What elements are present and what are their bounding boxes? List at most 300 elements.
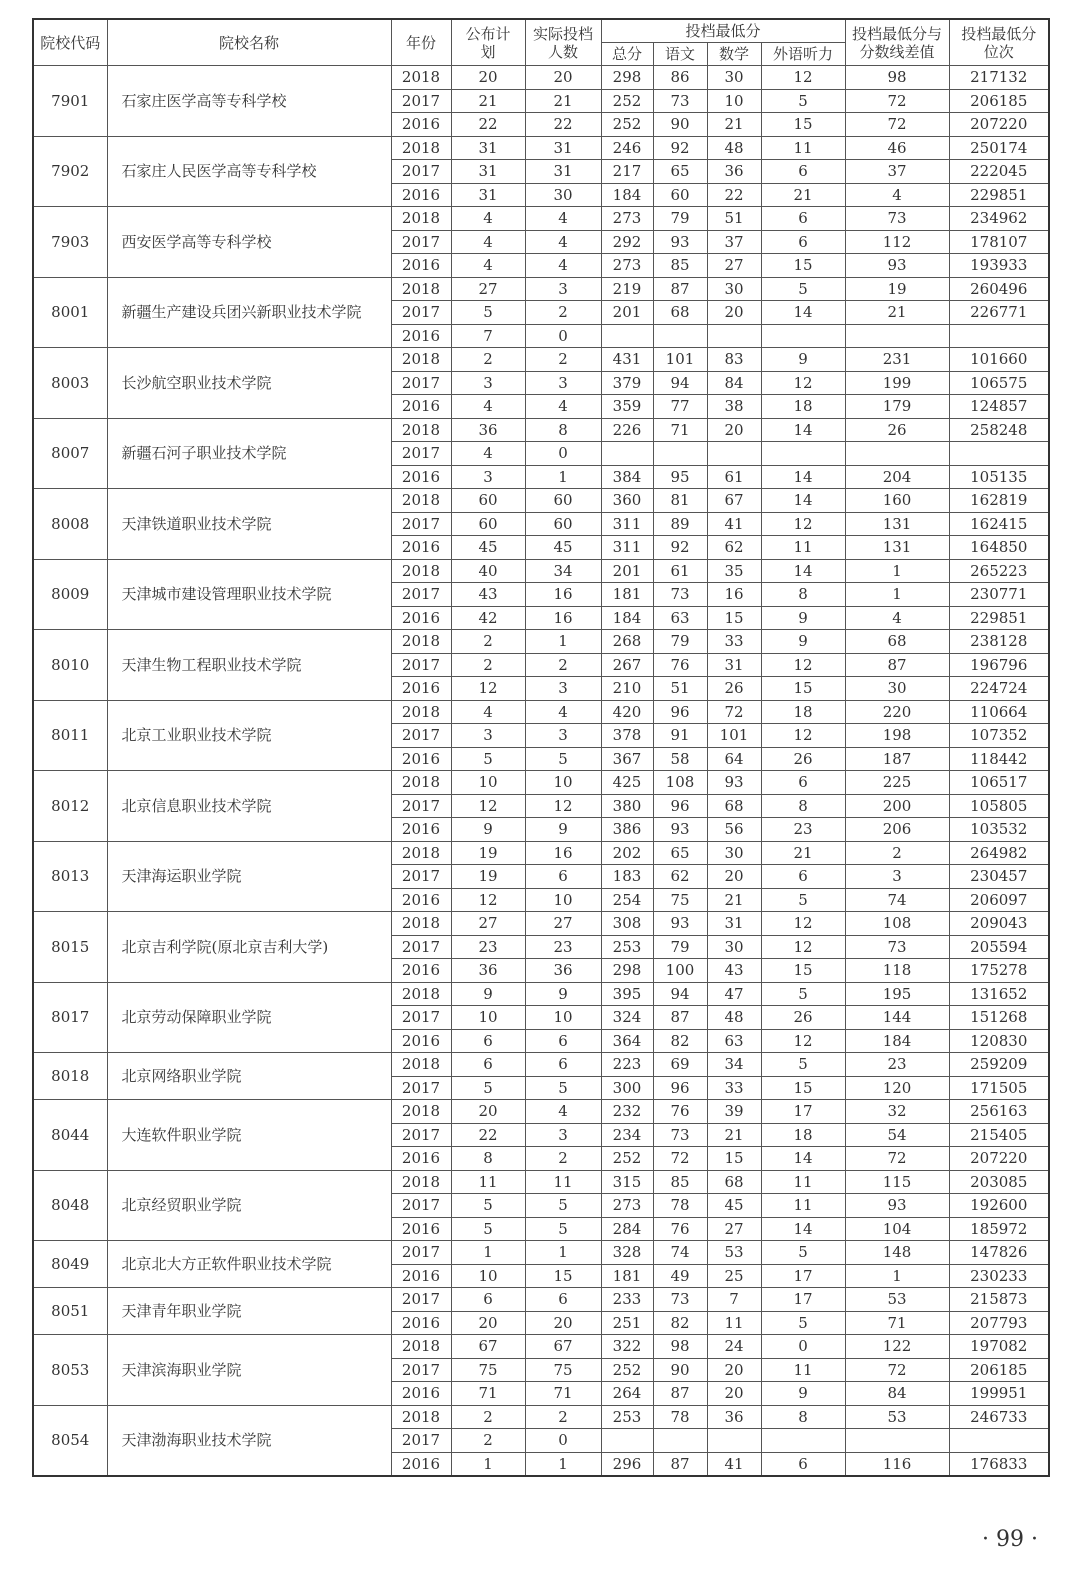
math-cell: 43 — [707, 959, 761, 983]
rank-cell — [949, 1429, 1049, 1453]
rank-cell: 229851 — [949, 606, 1049, 630]
actual-cell: 2 — [525, 653, 601, 677]
total-cell: 184 — [601, 183, 653, 207]
header-min-score-group: 投档最低分 — [601, 19, 845, 43]
year-cell: 2016 — [391, 395, 451, 419]
total-cell: 219 — [601, 277, 653, 301]
listening-cell: 6 — [761, 160, 845, 184]
table-row — [33, 630, 1049, 654]
total-cell: 234 — [601, 1123, 653, 1147]
year-cell: 2018 — [391, 136, 451, 160]
diff-cell: 74 — [845, 888, 949, 912]
math-cell: 27 — [707, 254, 761, 278]
rank-cell: 175278 — [949, 959, 1049, 983]
plan-cell: 5 — [451, 1194, 525, 1218]
math-cell: 48 — [707, 136, 761, 160]
year-cell: 2017 — [391, 1288, 451, 1312]
chinese-cell: 72 — [653, 1147, 707, 1171]
total-cell: 378 — [601, 724, 653, 748]
total-cell: 384 — [601, 465, 653, 489]
chinese-cell: 82 — [653, 1029, 707, 1053]
diff-cell: 220 — [845, 700, 949, 724]
plan-cell: 20 — [451, 1100, 525, 1124]
plan-cell: 19 — [451, 865, 525, 889]
actual-cell: 4 — [525, 700, 601, 724]
listening-cell: 11 — [761, 1170, 845, 1194]
school-code: 7903 — [33, 207, 107, 278]
chinese-cell: 93 — [653, 230, 707, 254]
rank-cell: 246733 — [949, 1405, 1049, 1429]
listening-cell: 9 — [761, 630, 845, 654]
chinese-cell: 69 — [653, 1053, 707, 1077]
year-cell: 2017 — [391, 724, 451, 748]
actual-cell: 20 — [525, 1311, 601, 1335]
year-cell: 2016 — [391, 677, 451, 701]
total-cell: 273 — [601, 207, 653, 231]
school-code: 8012 — [33, 771, 107, 842]
plan-cell: 27 — [451, 912, 525, 936]
actual-cell: 3 — [525, 724, 601, 748]
school-name: 石家庄人民医学高等专科学校 — [107, 136, 391, 207]
rank-cell: 101660 — [949, 348, 1049, 372]
listening-cell: 17 — [761, 1100, 845, 1124]
actual-cell: 3 — [525, 371, 601, 395]
actual-cell: 5 — [525, 1194, 601, 1218]
rank-cell: 260496 — [949, 277, 1049, 301]
diff-cell — [845, 1429, 949, 1453]
year-cell: 2016 — [391, 254, 451, 278]
total-cell: 267 — [601, 653, 653, 677]
actual-cell: 30 — [525, 183, 601, 207]
year-cell: 2016 — [391, 888, 451, 912]
plan-cell: 8 — [451, 1147, 525, 1171]
header-code: 院校代码 — [33, 19, 107, 66]
chinese-cell: 92 — [653, 536, 707, 560]
diff-cell: 23 — [845, 1053, 949, 1077]
listening-cell: 12 — [761, 1029, 845, 1053]
listening-cell: 12 — [761, 912, 845, 936]
listening-cell: 12 — [761, 653, 845, 677]
total-cell: 298 — [601, 66, 653, 90]
year-cell: 2018 — [391, 982, 451, 1006]
listening-cell: 11 — [761, 1358, 845, 1382]
total-cell — [601, 324, 653, 348]
table-row — [33, 1100, 1049, 1124]
chinese-cell: 78 — [653, 1194, 707, 1218]
year-cell: 2017 — [391, 512, 451, 536]
listening-cell — [761, 442, 845, 466]
chinese-cell: 68 — [653, 301, 707, 325]
math-cell: 68 — [707, 794, 761, 818]
rank-cell — [949, 442, 1049, 466]
chinese-cell: 94 — [653, 982, 707, 1006]
year-cell: 2018 — [391, 1335, 451, 1359]
listening-cell: 9 — [761, 1382, 845, 1406]
total-cell: 359 — [601, 395, 653, 419]
table-row — [33, 348, 1049, 372]
year-cell: 2016 — [391, 1264, 451, 1288]
diff-cell: 195 — [845, 982, 949, 1006]
math-cell: 48 — [707, 1006, 761, 1030]
listening-cell: 9 — [761, 606, 845, 630]
rank-cell: 215873 — [949, 1288, 1049, 1312]
total-cell: 201 — [601, 559, 653, 583]
chinese-cell: 62 — [653, 865, 707, 889]
listening-cell: 15 — [761, 677, 845, 701]
plan-cell: 2 — [451, 1429, 525, 1453]
year-cell: 2017 — [391, 1429, 451, 1453]
total-cell: 296 — [601, 1452, 653, 1476]
chinese-cell: 65 — [653, 160, 707, 184]
plan-cell: 20 — [451, 1311, 525, 1335]
diff-cell — [845, 442, 949, 466]
diff-cell: 148 — [845, 1241, 949, 1265]
chinese-cell: 96 — [653, 1076, 707, 1100]
rank-cell: 151268 — [949, 1006, 1049, 1030]
chinese-cell: 95 — [653, 465, 707, 489]
listening-cell: 14 — [761, 301, 845, 325]
total-cell: 298 — [601, 959, 653, 983]
year-cell: 2018 — [391, 418, 451, 442]
diff-cell: 72 — [845, 89, 949, 113]
total-cell: 300 — [601, 1076, 653, 1100]
diff-cell: 93 — [845, 1194, 949, 1218]
listening-cell: 17 — [761, 1264, 845, 1288]
listening-cell: 6 — [761, 771, 845, 795]
actual-cell: 20 — [525, 66, 601, 90]
diff-cell: 231 — [845, 348, 949, 372]
table-row — [33, 66, 1049, 90]
school-code: 8044 — [33, 1100, 107, 1171]
actual-cell: 6 — [525, 1029, 601, 1053]
math-cell: 83 — [707, 348, 761, 372]
diff-cell: 115 — [845, 1170, 949, 1194]
header-actual: 实际投档人数 — [525, 19, 601, 66]
total-cell: 360 — [601, 489, 653, 513]
chinese-cell — [653, 324, 707, 348]
school-name: 天津生物工程职业技术学院 — [107, 630, 391, 701]
table-row — [33, 1335, 1049, 1359]
year-cell: 2016 — [391, 1029, 451, 1053]
plan-cell: 6 — [451, 1288, 525, 1312]
year-cell: 2017 — [391, 230, 451, 254]
total-cell: 268 — [601, 630, 653, 654]
school-name: 天津海运职业学院 — [107, 841, 391, 912]
plan-cell: 5 — [451, 301, 525, 325]
diff-cell: 120 — [845, 1076, 949, 1100]
plan-cell: 21 — [451, 89, 525, 113]
math-cell: 36 — [707, 1405, 761, 1429]
math-cell: 47 — [707, 982, 761, 1006]
year-cell: 2018 — [391, 66, 451, 90]
plan-cell: 71 — [451, 1382, 525, 1406]
rank-cell: 196796 — [949, 653, 1049, 677]
diff-cell: 98 — [845, 66, 949, 90]
rank-cell: 185972 — [949, 1217, 1049, 1241]
listening-cell: 12 — [761, 724, 845, 748]
school-name: 长沙航空职业技术学院 — [107, 348, 391, 419]
total-cell: 232 — [601, 1100, 653, 1124]
header-year: 年份 — [391, 19, 451, 66]
actual-cell: 6 — [525, 865, 601, 889]
rank-cell: 264982 — [949, 841, 1049, 865]
actual-cell: 6 — [525, 1288, 601, 1312]
diff-cell: 184 — [845, 1029, 949, 1053]
rank-cell: 206097 — [949, 888, 1049, 912]
school-name: 天津渤海职业技术学院 — [107, 1405, 391, 1476]
math-cell: 16 — [707, 583, 761, 607]
rank-cell: 199951 — [949, 1382, 1049, 1406]
chinese-cell: 73 — [653, 583, 707, 607]
plan-cell: 3 — [451, 465, 525, 489]
actual-cell: 2 — [525, 348, 601, 372]
actual-cell: 12 — [525, 794, 601, 818]
table-row — [33, 559, 1049, 583]
school-code: 7902 — [33, 136, 107, 207]
diff-cell: 32 — [845, 1100, 949, 1124]
listening-cell: 12 — [761, 935, 845, 959]
math-cell: 93 — [707, 771, 761, 795]
diff-cell: 73 — [845, 935, 949, 959]
rank-cell: 203085 — [949, 1170, 1049, 1194]
total-cell: 364 — [601, 1029, 653, 1053]
listening-cell: 14 — [761, 418, 845, 442]
school-code: 8003 — [33, 348, 107, 419]
chinese-cell: 87 — [653, 1382, 707, 1406]
admission-score-table — [32, 18, 1050, 1477]
rank-cell: 234962 — [949, 207, 1049, 231]
math-cell: 20 — [707, 1358, 761, 1382]
listening-cell: 14 — [761, 559, 845, 583]
listening-cell: 8 — [761, 1405, 845, 1429]
chinese-cell: 87 — [653, 1452, 707, 1476]
rank-cell: 164850 — [949, 536, 1049, 560]
plan-cell: 6 — [451, 1029, 525, 1053]
total-cell: 380 — [601, 794, 653, 818]
year-cell: 2018 — [391, 771, 451, 795]
total-cell: 202 — [601, 841, 653, 865]
plan-cell: 43 — [451, 583, 525, 607]
listening-cell: 8 — [761, 583, 845, 607]
rank-cell: 206185 — [949, 1358, 1049, 1382]
chinese-cell: 77 — [653, 395, 707, 419]
listening-cell — [761, 324, 845, 348]
chinese-cell: 94 — [653, 371, 707, 395]
year-cell: 2017 — [391, 160, 451, 184]
listening-cell: 11 — [761, 536, 845, 560]
math-cell — [707, 1429, 761, 1453]
chinese-cell: 76 — [653, 1100, 707, 1124]
total-cell: 273 — [601, 254, 653, 278]
math-cell: 84 — [707, 371, 761, 395]
diff-cell: 21 — [845, 301, 949, 325]
diff-cell: 72 — [845, 1358, 949, 1382]
total-cell: 253 — [601, 935, 653, 959]
diff-cell: 122 — [845, 1335, 949, 1359]
total-cell: 226 — [601, 418, 653, 442]
year-cell: 2017 — [391, 1006, 451, 1030]
actual-cell: 1 — [525, 1452, 601, 1476]
diff-cell: 1 — [845, 583, 949, 607]
rank-cell: 215405 — [949, 1123, 1049, 1147]
header-chinese: 语文 — [653, 43, 707, 66]
total-cell: 181 — [601, 1264, 653, 1288]
page-number: · 99 · — [982, 1527, 1038, 1552]
math-cell: 30 — [707, 66, 761, 90]
rank-cell: 224724 — [949, 677, 1049, 701]
listening-cell: 12 — [761, 371, 845, 395]
plan-cell: 12 — [451, 888, 525, 912]
rank-cell: 120830 — [949, 1029, 1049, 1053]
actual-cell: 10 — [525, 888, 601, 912]
year-cell: 2017 — [391, 1358, 451, 1382]
year-cell: 2018 — [391, 912, 451, 936]
rank-cell: 131652 — [949, 982, 1049, 1006]
listening-cell: 14 — [761, 489, 845, 513]
school-name: 北京北大方正软件职业技术学院 — [107, 1241, 391, 1288]
chinese-cell: 86 — [653, 66, 707, 90]
diff-cell: 68 — [845, 630, 949, 654]
listening-cell: 14 — [761, 1147, 845, 1171]
chinese-cell: 79 — [653, 935, 707, 959]
total-cell: 386 — [601, 818, 653, 842]
header-diff: 投档最低分与分数线差值 — [845, 19, 949, 66]
math-cell: 22 — [707, 183, 761, 207]
math-cell: 41 — [707, 512, 761, 536]
actual-cell: 6 — [525, 1053, 601, 1077]
listening-cell: 5 — [761, 1241, 845, 1265]
total-cell: 254 — [601, 888, 653, 912]
actual-cell: 1 — [525, 465, 601, 489]
math-cell: 20 — [707, 301, 761, 325]
plan-cell: 2 — [451, 348, 525, 372]
rank-cell: 238128 — [949, 630, 1049, 654]
year-cell: 2018 — [391, 1405, 451, 1429]
plan-cell: 42 — [451, 606, 525, 630]
rank-cell: 250174 — [949, 136, 1049, 160]
math-cell: 36 — [707, 160, 761, 184]
math-cell: 63 — [707, 1029, 761, 1053]
listening-cell: 6 — [761, 207, 845, 231]
chinese-cell: 101 — [653, 348, 707, 372]
actual-cell: 8 — [525, 418, 601, 442]
rank-cell: 192600 — [949, 1194, 1049, 1218]
total-cell: 210 — [601, 677, 653, 701]
listening-cell: 15 — [761, 113, 845, 137]
math-cell: 21 — [707, 1123, 761, 1147]
listening-cell: 5 — [761, 1311, 845, 1335]
diff-cell: 200 — [845, 794, 949, 818]
diff-cell: 37 — [845, 160, 949, 184]
year-cell: 2016 — [391, 1452, 451, 1476]
total-cell: 217 — [601, 160, 653, 184]
math-cell: 10 — [707, 89, 761, 113]
year-cell: 2018 — [391, 841, 451, 865]
math-cell: 51 — [707, 207, 761, 231]
plan-cell: 75 — [451, 1358, 525, 1382]
school-name: 石家庄医学高等专科学校 — [107, 66, 391, 137]
plan-cell: 1 — [451, 1452, 525, 1476]
year-cell: 2018 — [391, 348, 451, 372]
listening-cell: 5 — [761, 277, 845, 301]
total-cell: 367 — [601, 747, 653, 771]
plan-cell: 36 — [451, 418, 525, 442]
school-name: 北京劳动保障职业学院 — [107, 982, 391, 1053]
listening-cell: 9 — [761, 348, 845, 372]
year-cell: 2016 — [391, 606, 451, 630]
math-cell: 39 — [707, 1100, 761, 1124]
school-code: 8054 — [33, 1405, 107, 1476]
plan-cell: 2 — [451, 1405, 525, 1429]
diff-cell: 206 — [845, 818, 949, 842]
school-code: 8051 — [33, 1288, 107, 1335]
listening-cell: 15 — [761, 959, 845, 983]
school-name: 天津城市建设管理职业技术学院 — [107, 559, 391, 630]
chinese-cell: 96 — [653, 700, 707, 724]
math-cell: 20 — [707, 418, 761, 442]
plan-cell: 5 — [451, 1217, 525, 1241]
chinese-cell: 65 — [653, 841, 707, 865]
rank-cell: 209043 — [949, 912, 1049, 936]
math-cell — [707, 442, 761, 466]
math-cell: 30 — [707, 277, 761, 301]
chinese-cell: 96 — [653, 794, 707, 818]
chinese-cell: 79 — [653, 207, 707, 231]
actual-cell: 11 — [525, 1170, 601, 1194]
school-name: 北京工业职业技术学院 — [107, 700, 391, 771]
chinese-cell: 73 — [653, 89, 707, 113]
chinese-cell: 73 — [653, 1123, 707, 1147]
year-cell: 2017 — [391, 865, 451, 889]
actual-cell: 15 — [525, 1264, 601, 1288]
school-code: 8013 — [33, 841, 107, 912]
table-row — [33, 1170, 1049, 1194]
diff-cell: 4 — [845, 606, 949, 630]
plan-cell: 2 — [451, 630, 525, 654]
plan-cell: 4 — [451, 254, 525, 278]
chinese-cell: 73 — [653, 1288, 707, 1312]
math-cell: 53 — [707, 1241, 761, 1265]
actual-cell: 4 — [525, 1100, 601, 1124]
rank-cell: 229851 — [949, 183, 1049, 207]
year-cell: 2018 — [391, 489, 451, 513]
actual-cell: 71 — [525, 1382, 601, 1406]
chinese-cell: 98 — [653, 1335, 707, 1359]
year-cell: 2017 — [391, 1076, 451, 1100]
school-code: 7901 — [33, 66, 107, 137]
math-cell: 21 — [707, 113, 761, 137]
total-cell: 425 — [601, 771, 653, 795]
year-cell: 2018 — [391, 207, 451, 231]
plan-cell: 60 — [451, 489, 525, 513]
actual-cell: 1 — [525, 1241, 601, 1265]
actual-cell: 10 — [525, 771, 601, 795]
total-cell: 252 — [601, 1147, 653, 1171]
listening-cell: 18 — [761, 700, 845, 724]
year-cell: 2018 — [391, 277, 451, 301]
diff-cell: 198 — [845, 724, 949, 748]
plan-cell: 23 — [451, 935, 525, 959]
chinese-cell: 100 — [653, 959, 707, 983]
table-row — [33, 771, 1049, 795]
total-cell: 184 — [601, 606, 653, 630]
rank-cell: 103532 — [949, 818, 1049, 842]
plan-cell: 4 — [451, 442, 525, 466]
diff-cell: 53 — [845, 1405, 949, 1429]
rank-cell: 106517 — [949, 771, 1049, 795]
diff-cell: 2 — [845, 841, 949, 865]
diff-cell: 160 — [845, 489, 949, 513]
